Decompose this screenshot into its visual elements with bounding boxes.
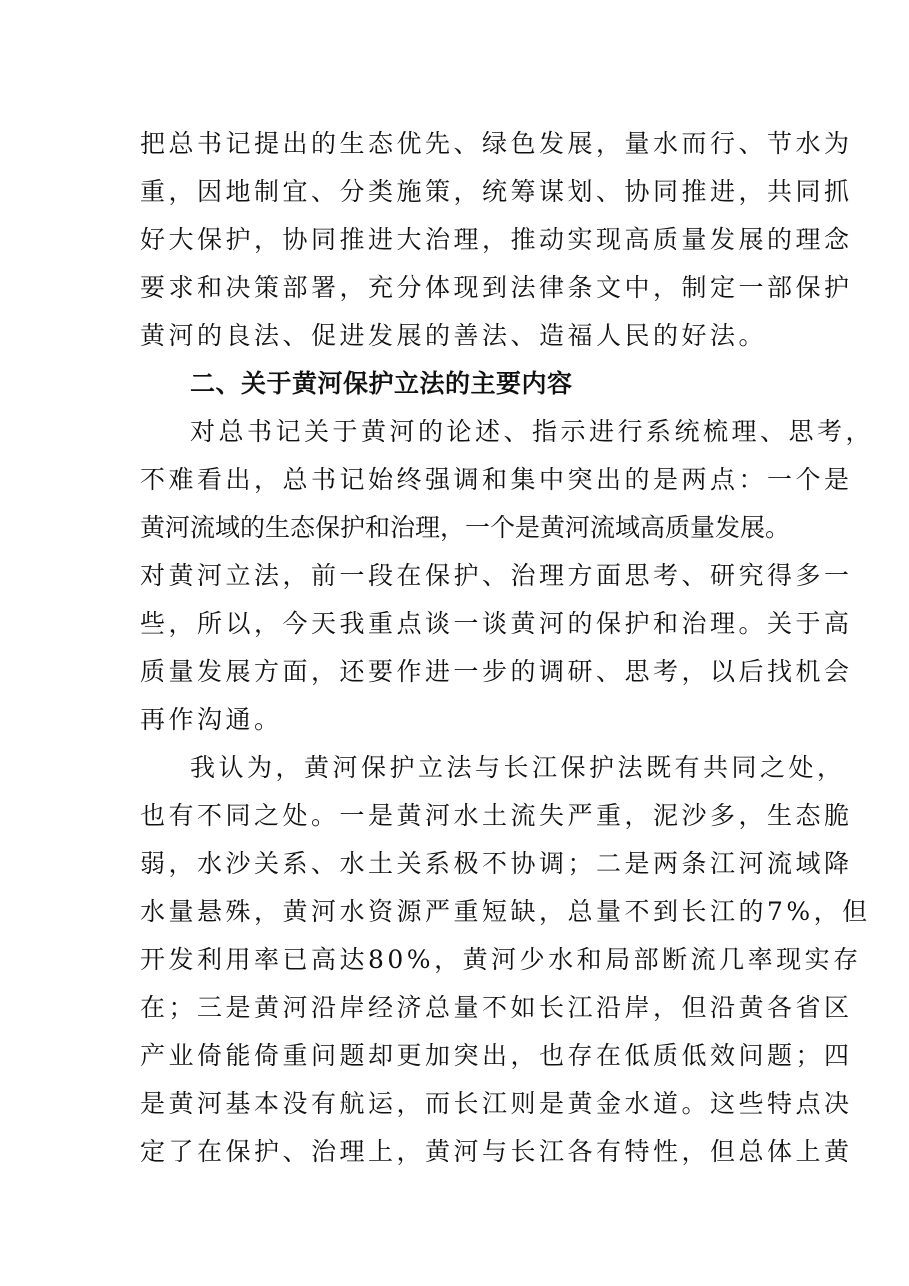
body-text-line: 再作沟通。 (140, 705, 283, 734)
body-text-line: 不难看出，总书记始终强调和集中突出的是两点：一个是 (140, 465, 853, 494)
body-text-line: 也有不同之处。一是黄河水土流失严重，泥沙多，生态脆 (140, 801, 853, 830)
body-text-line: 在；三是黄河沿岸经济总量不如长江沿岸，但沿黄各省区 (140, 993, 853, 1022)
paragraph-first-line: 对总书记关于黄河的论述、指示进行系统梳理、思考， (190, 417, 875, 446)
body-text-line: 好大保护，协同推进大治理，推动实现高质量发展的理念 (140, 225, 853, 254)
body-text-line: 要求和决策部署，充分体现到法律条文中，制定一部保护 (140, 273, 853, 302)
body-text-line: 是黄河基本没有航运，而长江则是黄金水道。这些特点决 (140, 1089, 853, 1118)
body-text-line: 些，所以，今天我重点谈一谈黄河的保护和治理。关于高 (140, 609, 853, 638)
body-text-line: 开发利用率已高达80%，黄河少水和局部断流几率现实存 (140, 945, 862, 974)
body-text-line: 水量悬殊，黄河水资源严重短缺，总量不到长江的7%，但 (140, 897, 871, 926)
body-text-line: 产业倚能倚重问题却更加突出，也存在低质低效问题；四 (140, 1041, 853, 1070)
body-text-line: 对黄河立法，前一段在保护、治理方面思考、研究得多一 (140, 561, 853, 590)
body-text-line: 定了在保护、治理上，黄河与长江各有特性，但总体上黄 (140, 1137, 853, 1166)
paragraph-first-line: 我认为，黄河保护立法与长江保护法既有共同之处， (190, 753, 846, 782)
body-text-line: 质量发展方面，还要作进一步的调研、思考，以后找机会 (140, 657, 853, 686)
body-text-line: 黄河流域的生态保护和治理，一个是黄河流域高质量发展。 (140, 513, 791, 542)
body-text-line: 弱，水沙关系、水土关系极不协调；二是两条江河流域降 (140, 849, 853, 878)
body-text-line: 重，因地制宜、分类施策，统筹谋划、协同推进，共同抓 (140, 177, 853, 206)
section-heading: 二、关于黄河保护立法的主要内容 (190, 369, 573, 398)
body-text-line: 黄河的良法、促进发展的善法、造福人民的好法。 (140, 321, 768, 350)
body-text-line: 把总书记提出的生态优先、绿色发展，量水而行、节水为 (140, 129, 853, 158)
